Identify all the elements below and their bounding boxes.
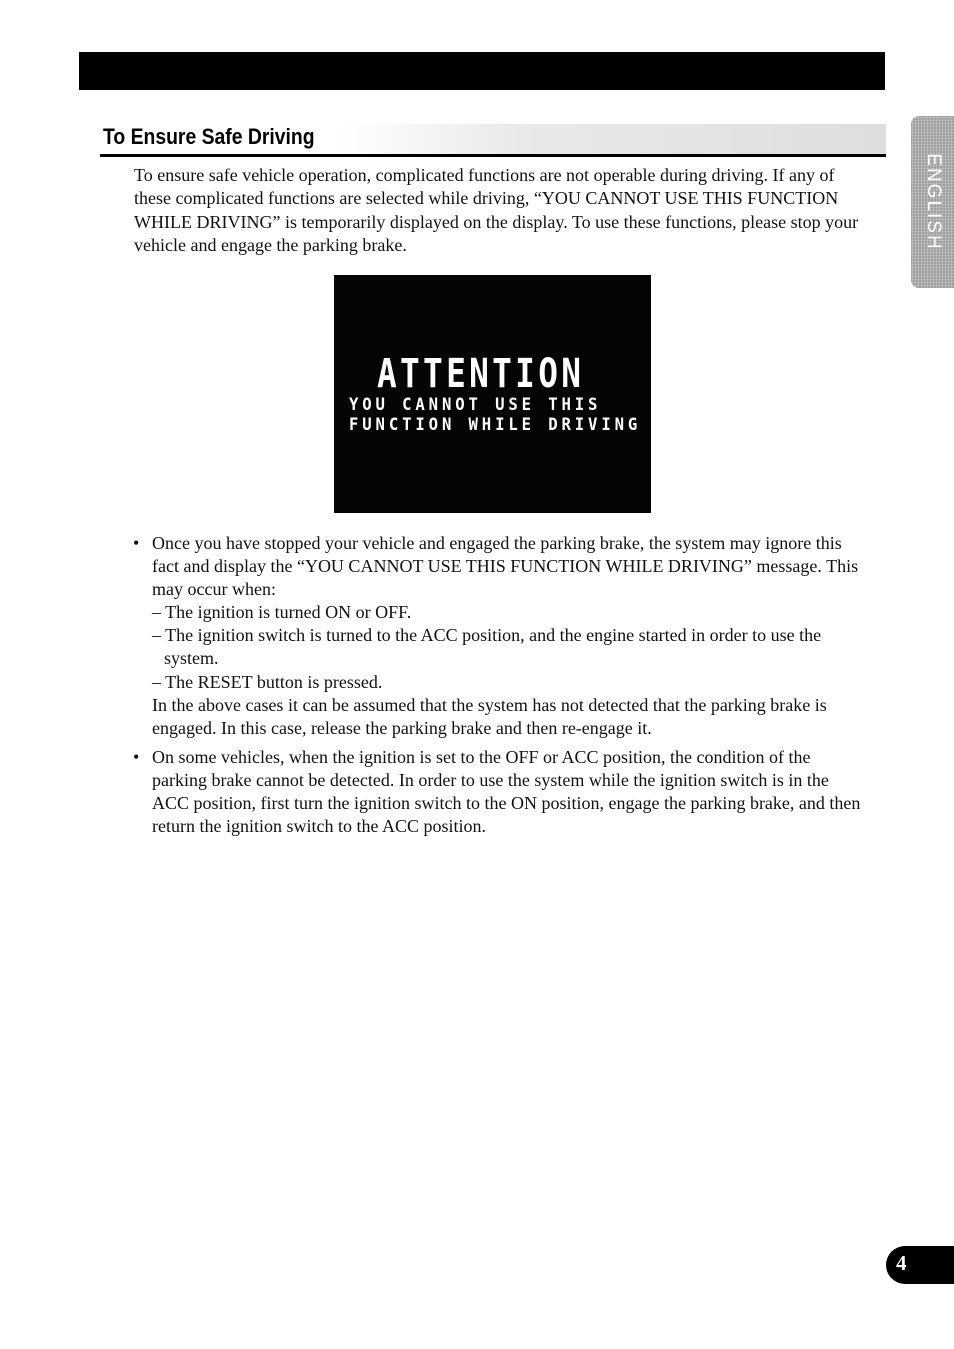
section-title: To Ensure Safe Driving <box>103 124 315 149</box>
subitem-ignition: – The ignition is turned ON or OFF. <box>152 602 412 623</box>
bullet-item-2 <box>152 746 868 838</box>
subitem-reset: – The RESET button is pressed. <box>152 671 383 692</box>
attention-line-2: FUNCTION WHILE DRIVING <box>349 415 642 435</box>
bullet-list <box>152 532 868 844</box>
attention-title: ATTENTION <box>377 351 585 397</box>
bullet-1-closing: In the above cases it can be assumed that the system has not detected that the parking brake is engaged. In this case, release the parking brake and then re-engage it. <box>152 694 827 738</box>
language-tab-label: ENGLISH <box>922 153 944 251</box>
language-tab <box>911 116 954 288</box>
bullet-item-1 <box>152 532 868 740</box>
attention-line-1: YOU CANNOT USE THIS <box>349 395 602 415</box>
bullet-2-text: • On some vehicles, when the ignition is set to the OFF or ACC position, the condition of the parking brake cannot be detected. In order to use the system while the ignition switch is in the ACC position, first turn the ignition switch to the ON position, engage the parking brake, and then return the ignition switch to the ACC position. <box>152 746 861 837</box>
subitem-acc: – The ignition switch is turned to the ACC position, and the engine started in order to use the system. <box>152 625 822 669</box>
page-number-badge <box>886 1246 954 1284</box>
intro-paragraph: To ensure safe vehicle operation, complicated functions are not operable during driving. If any of these complicated functions are selected while driving, “YOU CANNOT USE THIS FUNCTION WHILE DRIVING” is temporarily displayed on the display. To use these functions, please stop your vehicle and engage the parking brake. <box>134 165 859 255</box>
page-number: 4 <box>896 1251 907 1275</box>
top-black-bar <box>79 52 885 90</box>
bullet-1-subitems <box>152 601 868 693</box>
section-rule <box>100 154 886 157</box>
section-header <box>100 124 886 154</box>
attention-screen <box>334 275 651 513</box>
bullet-1-text: • Once you have stopped your vehicle and engaged the parking brake, the system may ignore this fact and display the “YOU CANNOT USE THIS FUNCTION WHILE DRIVING” message. This may occur when: <box>152 533 859 600</box>
